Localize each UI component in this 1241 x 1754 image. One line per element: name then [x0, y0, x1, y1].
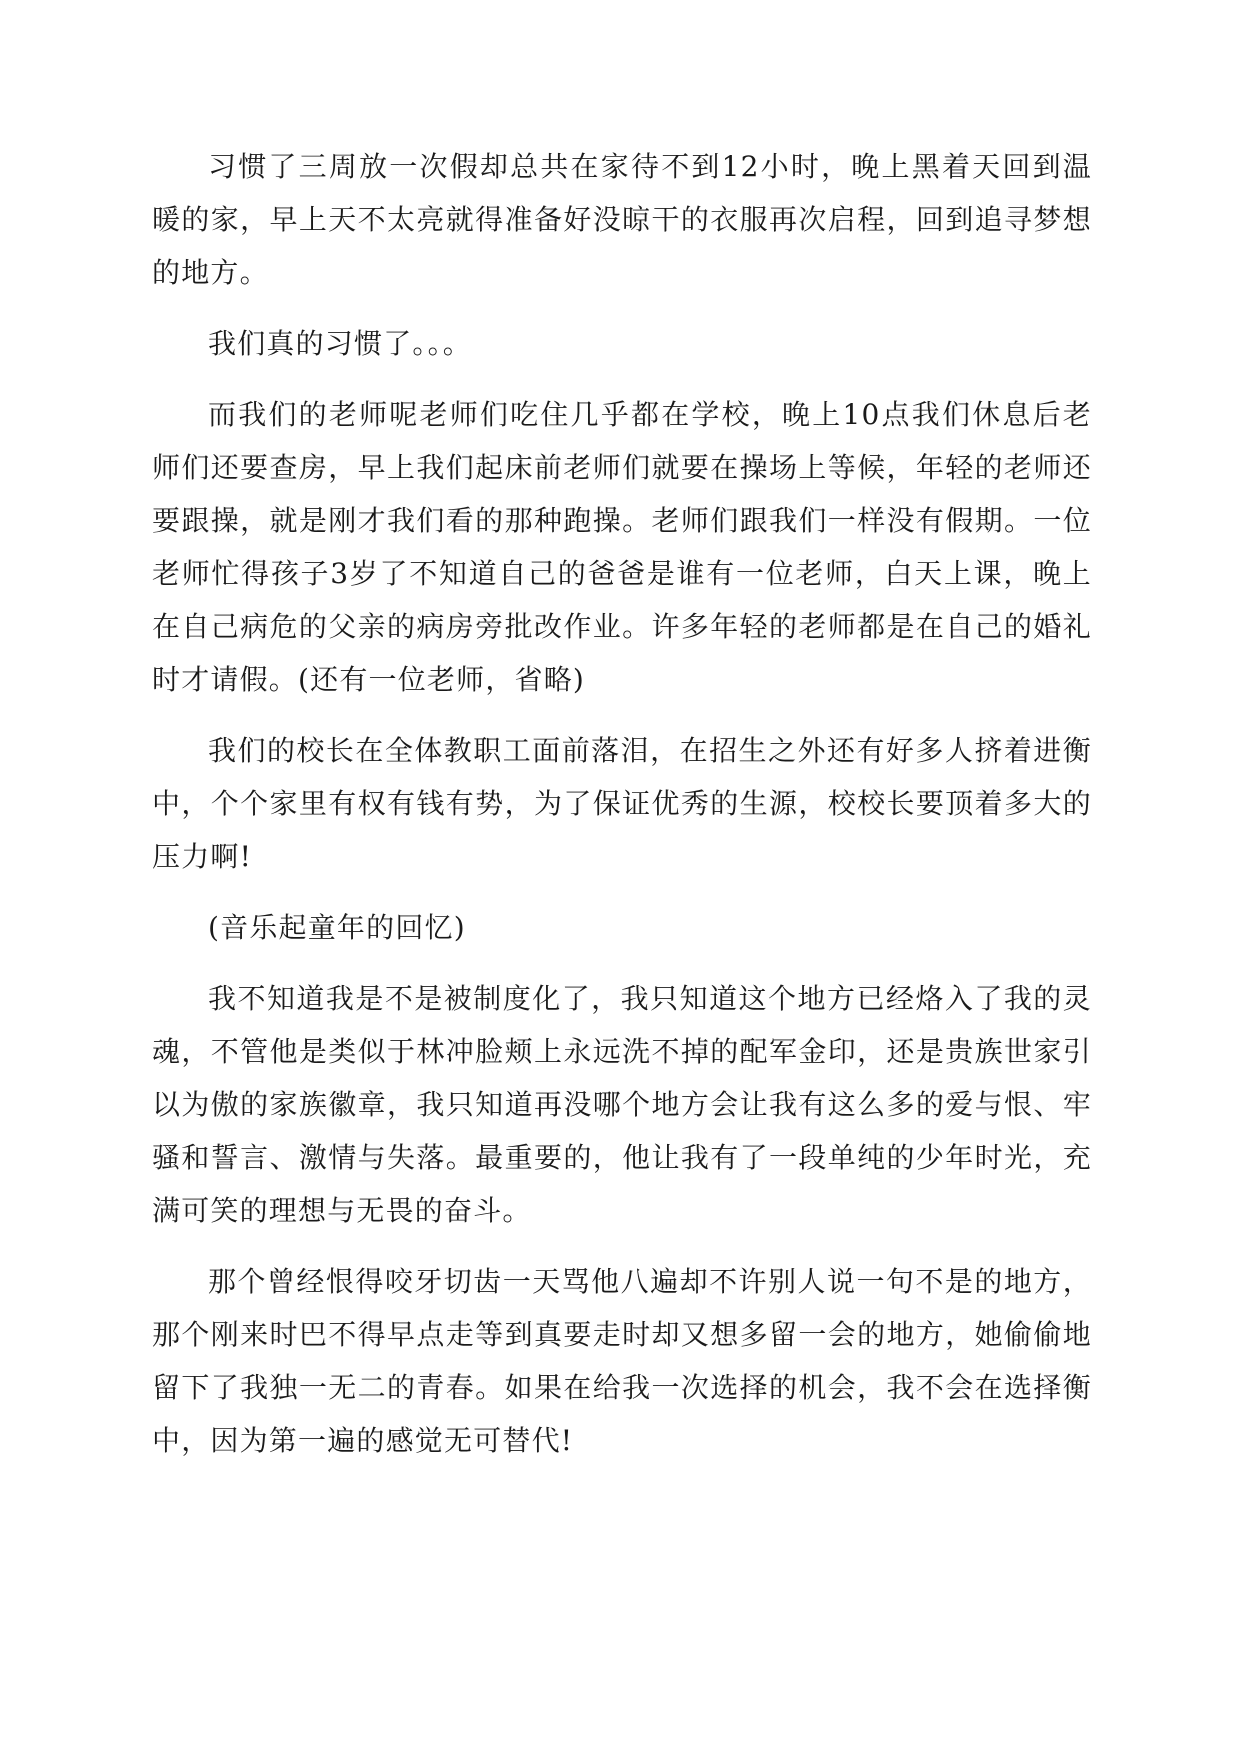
paragraph-4: 我们的校长在全体教职工面前落泪，在招生之外还有好多人挤着进衡中，个个家里有权有钱有势，为了保证优秀的生源，校校长要顶着多大的压力啊!	[152, 734, 1092, 873]
paragraph-7: 那个曾经恨得咬牙切齿一天骂他八遍却不许别人说一句不是的地方，那个刚来时巴不得早点走等到真要走时却又想多留一会的地方，她偷偷地留下了我独一无二的青春。如果在给我一次选择的机会，我不会在选择衡中，因为第一遍的感觉无可替代!	[152, 1265, 1092, 1457]
document-body	[152, 140, 1092, 1485]
paragraph-5: (音乐起童年的回忆)	[208, 911, 466, 944]
paragraph-3: 而我们的老师呢老师们吃住几乎都在学校，晚上10点我们休息后老师们还要查房，早上我们起床前老师们就要在操场上等候，年轻的老师还要跟操，就是刚才我们看的那种跑操。老师们跟我们一样没有假期。一位老师忙得孩子3岁了不知道自己的爸爸是谁有一位老师，白天上课，晚上在自己病危的父亲的病房旁批改作业。许多年轻的老师都是在自己的婚礼时才请假。(还有一位老师，省略)	[152, 398, 1092, 696]
paragraph-1: 习惯了三周放一次假却总共在家待不到12小时，晚上黑着天回到温暖的家，早上天不太亮就得准备好没晾干的衣服再次启程，回到追寻梦想的地方。	[152, 150, 1092, 289]
paragraph-6: 我不知道我是不是被制度化了，我只知道这个地方已经烙入了我的灵魂，不管他是类似于林冲脸颊上永远洗不掉的配军金印，还是贵族世家引以为傲的家族徽章，我只知道再没哪个地方会让我有这么多的爱与恨、牢骚和誓言、激情与失落。最重要的，他让我有了一段单纯的少年时光，充满可笑的理想与无畏的奋斗。	[152, 982, 1092, 1227]
paragraph-2: 我们真的习惯了。。。	[208, 327, 473, 360]
